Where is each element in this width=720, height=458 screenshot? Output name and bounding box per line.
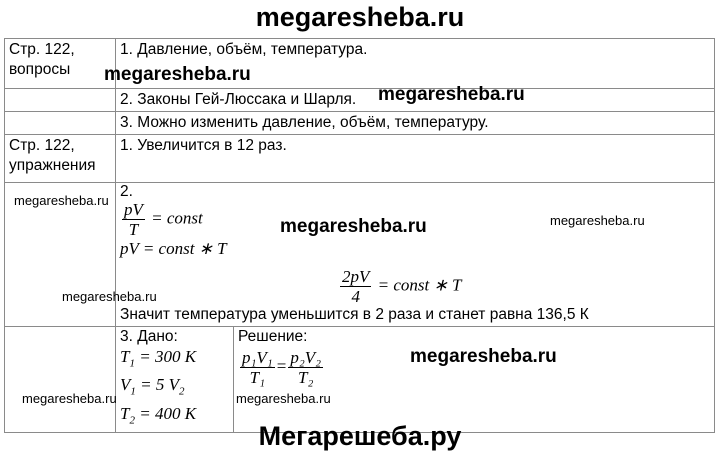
equation-3 — [338, 267, 461, 306]
answer-text: 1. Увеличится в 12 раз. — [120, 137, 287, 154]
watermark: megaresheba.ru — [22, 391, 117, 406]
fraction-denominator: 4 — [351, 287, 360, 306]
row-label — [5, 112, 116, 135]
solution-cell — [234, 327, 715, 433]
watermark: megaresheba.ru — [280, 216, 427, 237]
watermark: megaresheba.ru — [378, 84, 525, 105]
given-value: $T_2 = 400$ K — [120, 403, 197, 427]
fraction-numerator: 2pV — [342, 267, 370, 286]
fraction — [340, 267, 371, 306]
fraction-numerator: p₁V₁ — [242, 348, 273, 367]
given-value: $V_1 = 5$ $V_2$ — [120, 375, 185, 398]
table-row — [5, 135, 715, 183]
equation-2: pV = const ∗ T — [120, 239, 227, 258]
watermark: megaresheba.ru — [236, 391, 331, 406]
watermark: megaresheba.ru — [550, 213, 645, 228]
fraction — [288, 348, 323, 387]
equation-rhs: = const — [146, 208, 203, 228]
given-cell — [116, 327, 234, 433]
answer-cell — [116, 112, 715, 135]
fraction-numerator: pV — [124, 200, 143, 219]
row-label-text: Стр. 122, упражнения — [9, 137, 96, 174]
answer-cell-task2 — [116, 183, 715, 327]
given-value: $T_1 = 300$ K — [120, 347, 197, 370]
row-label — [5, 327, 116, 433]
watermark: megaresheba.ru — [62, 289, 157, 304]
site-banner-bottom: Мегарешеба.ру — [258, 421, 462, 451]
answer-text: 1. Давление, объём, температура. — [120, 41, 368, 58]
fraction-denominator: T — [128, 220, 139, 239]
fraction-denominator: T₂ — [297, 368, 314, 387]
row-label — [5, 39, 116, 89]
equation-rhs: = const ∗ T — [373, 275, 462, 295]
watermark: megaresheba.ru — [14, 193, 109, 208]
row-label — [5, 135, 116, 183]
fraction — [122, 200, 145, 239]
watermark: megaresheba.ru — [410, 346, 557, 367]
answer-cell — [116, 135, 715, 183]
task-number: 2. — [120, 183, 133, 200]
table-row — [5, 89, 715, 112]
conclusion-text: Значит температура уменьшится в 2 раза и станет равна 136,5 К — [120, 306, 589, 323]
table-row — [5, 183, 715, 327]
solution-label: Решение: — [238, 328, 308, 345]
site-banner-top: megaresheba.ru — [255, 2, 465, 32]
row-label — [5, 89, 116, 112]
fraction — [240, 348, 275, 387]
given-label: 3. Дано: — [120, 328, 178, 345]
row-label-text: Стр. 122, вопросы — [9, 41, 75, 78]
fraction-numerator: p₂V₂ — [290, 348, 322, 367]
answer-text: 3. Можно изменить давление, объём, температуру. — [120, 114, 489, 131]
equals-sign: = — [276, 356, 287, 376]
table-row — [5, 327, 715, 433]
watermark: megaresheba.ru — [104, 64, 251, 85]
answer-text: 2. Законы Гей-Люссака и Шарля. — [120, 91, 357, 108]
table-row — [5, 112, 715, 135]
fraction-denominator: T₁ — [249, 368, 266, 387]
